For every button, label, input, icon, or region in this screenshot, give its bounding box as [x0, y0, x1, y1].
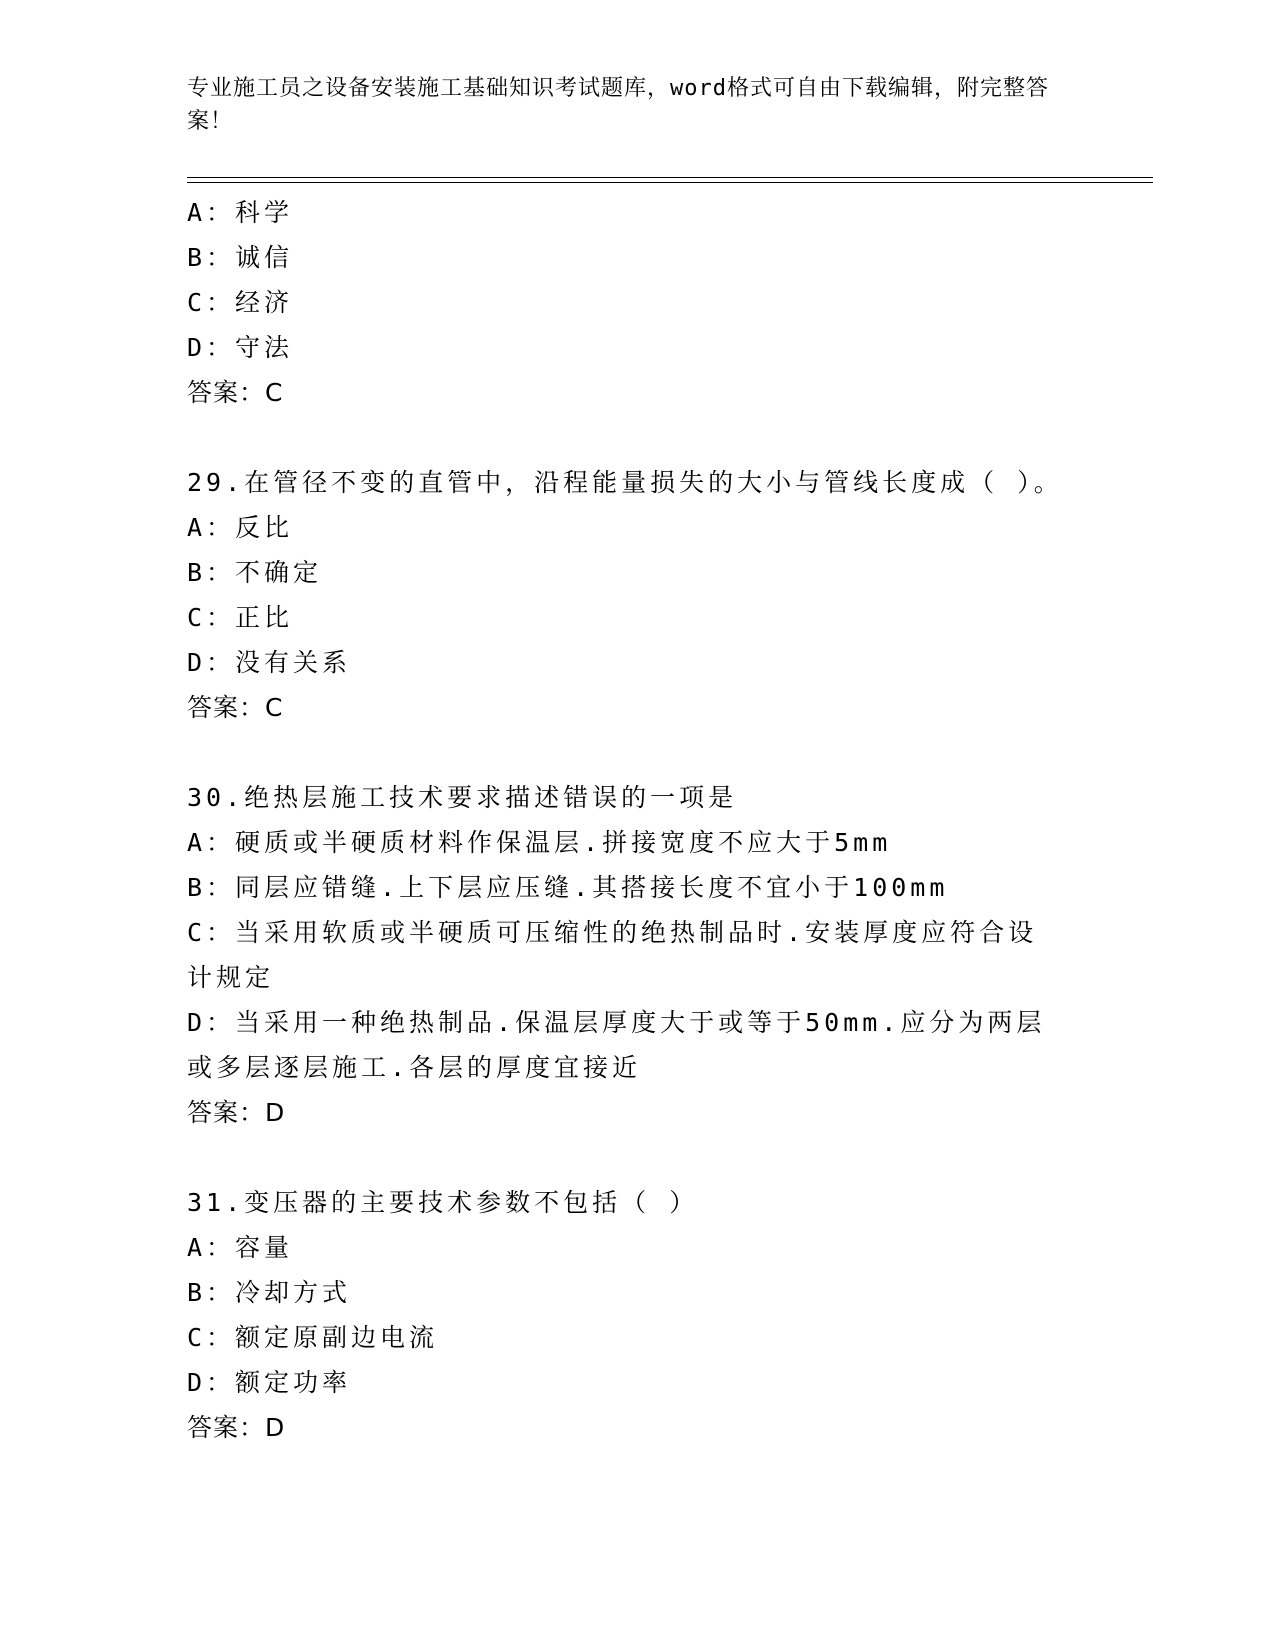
option-a: A：硬质或半硬质材料作保温层.拼接宽度不应大于5mm	[187, 828, 892, 857]
option-c: C：经济	[187, 288, 294, 317]
option-d: D：守法	[187, 333, 294, 362]
option-d: D：没有关系	[187, 648, 352, 677]
question-stem: 29.在管径不变的直管中，沿程能量损失的大小与管线长度成（ ）。	[187, 468, 1063, 497]
option-c: C：正比	[187, 603, 294, 632]
option-a: A：容量	[187, 1233, 294, 1262]
option-b: B：不确定	[187, 558, 323, 587]
question-block-30	[187, 775, 1087, 1135]
question-block-28	[187, 190, 1087, 415]
document-header: 专业施工员之设备安装施工基础知识考试题库，word格式可自由下载编辑，附完整答案！	[187, 76, 1049, 134]
option-c: C：额定原副边电流	[187, 1323, 439, 1352]
option-a: A：反比	[187, 513, 294, 542]
question-stem: 31.变压器的主要技术参数不包括（ ）	[187, 1188, 699, 1217]
option-b: B：冷却方式	[187, 1278, 352, 1307]
option-d: D：当采用一种绝热制品.保温层厚度大于或等于50mm.应分为两层或多层逐层施工.各层的厚度宜接近	[187, 1008, 1046, 1082]
question-block-31	[187, 1180, 1087, 1450]
answer-line: 答案：C	[187, 378, 284, 407]
header-divider-bottom	[187, 182, 1153, 183]
option-b: B：诚信	[187, 243, 294, 272]
answer-line: 答案：D	[187, 1413, 286, 1442]
question-stem: 30.绝热层施工技术要求描述错误的一项是	[187, 783, 738, 812]
question-block-29	[187, 460, 1087, 730]
header-divider-top	[187, 177, 1153, 178]
option-a: A：科学	[187, 198, 294, 227]
answer-line: 答案：D	[187, 1098, 286, 1127]
document-body	[187, 190, 1087, 1450]
answer-line: 答案：C	[187, 693, 284, 722]
option-d: D：额定功率	[187, 1368, 352, 1397]
option-c: C：当采用软质或半硬质可压缩性的绝热制品时.安装厚度应符合设计规定	[187, 918, 1038, 992]
option-b: B：同层应错缝.上下层应压缝.其搭接长度不宜小于100mm	[187, 873, 949, 902]
